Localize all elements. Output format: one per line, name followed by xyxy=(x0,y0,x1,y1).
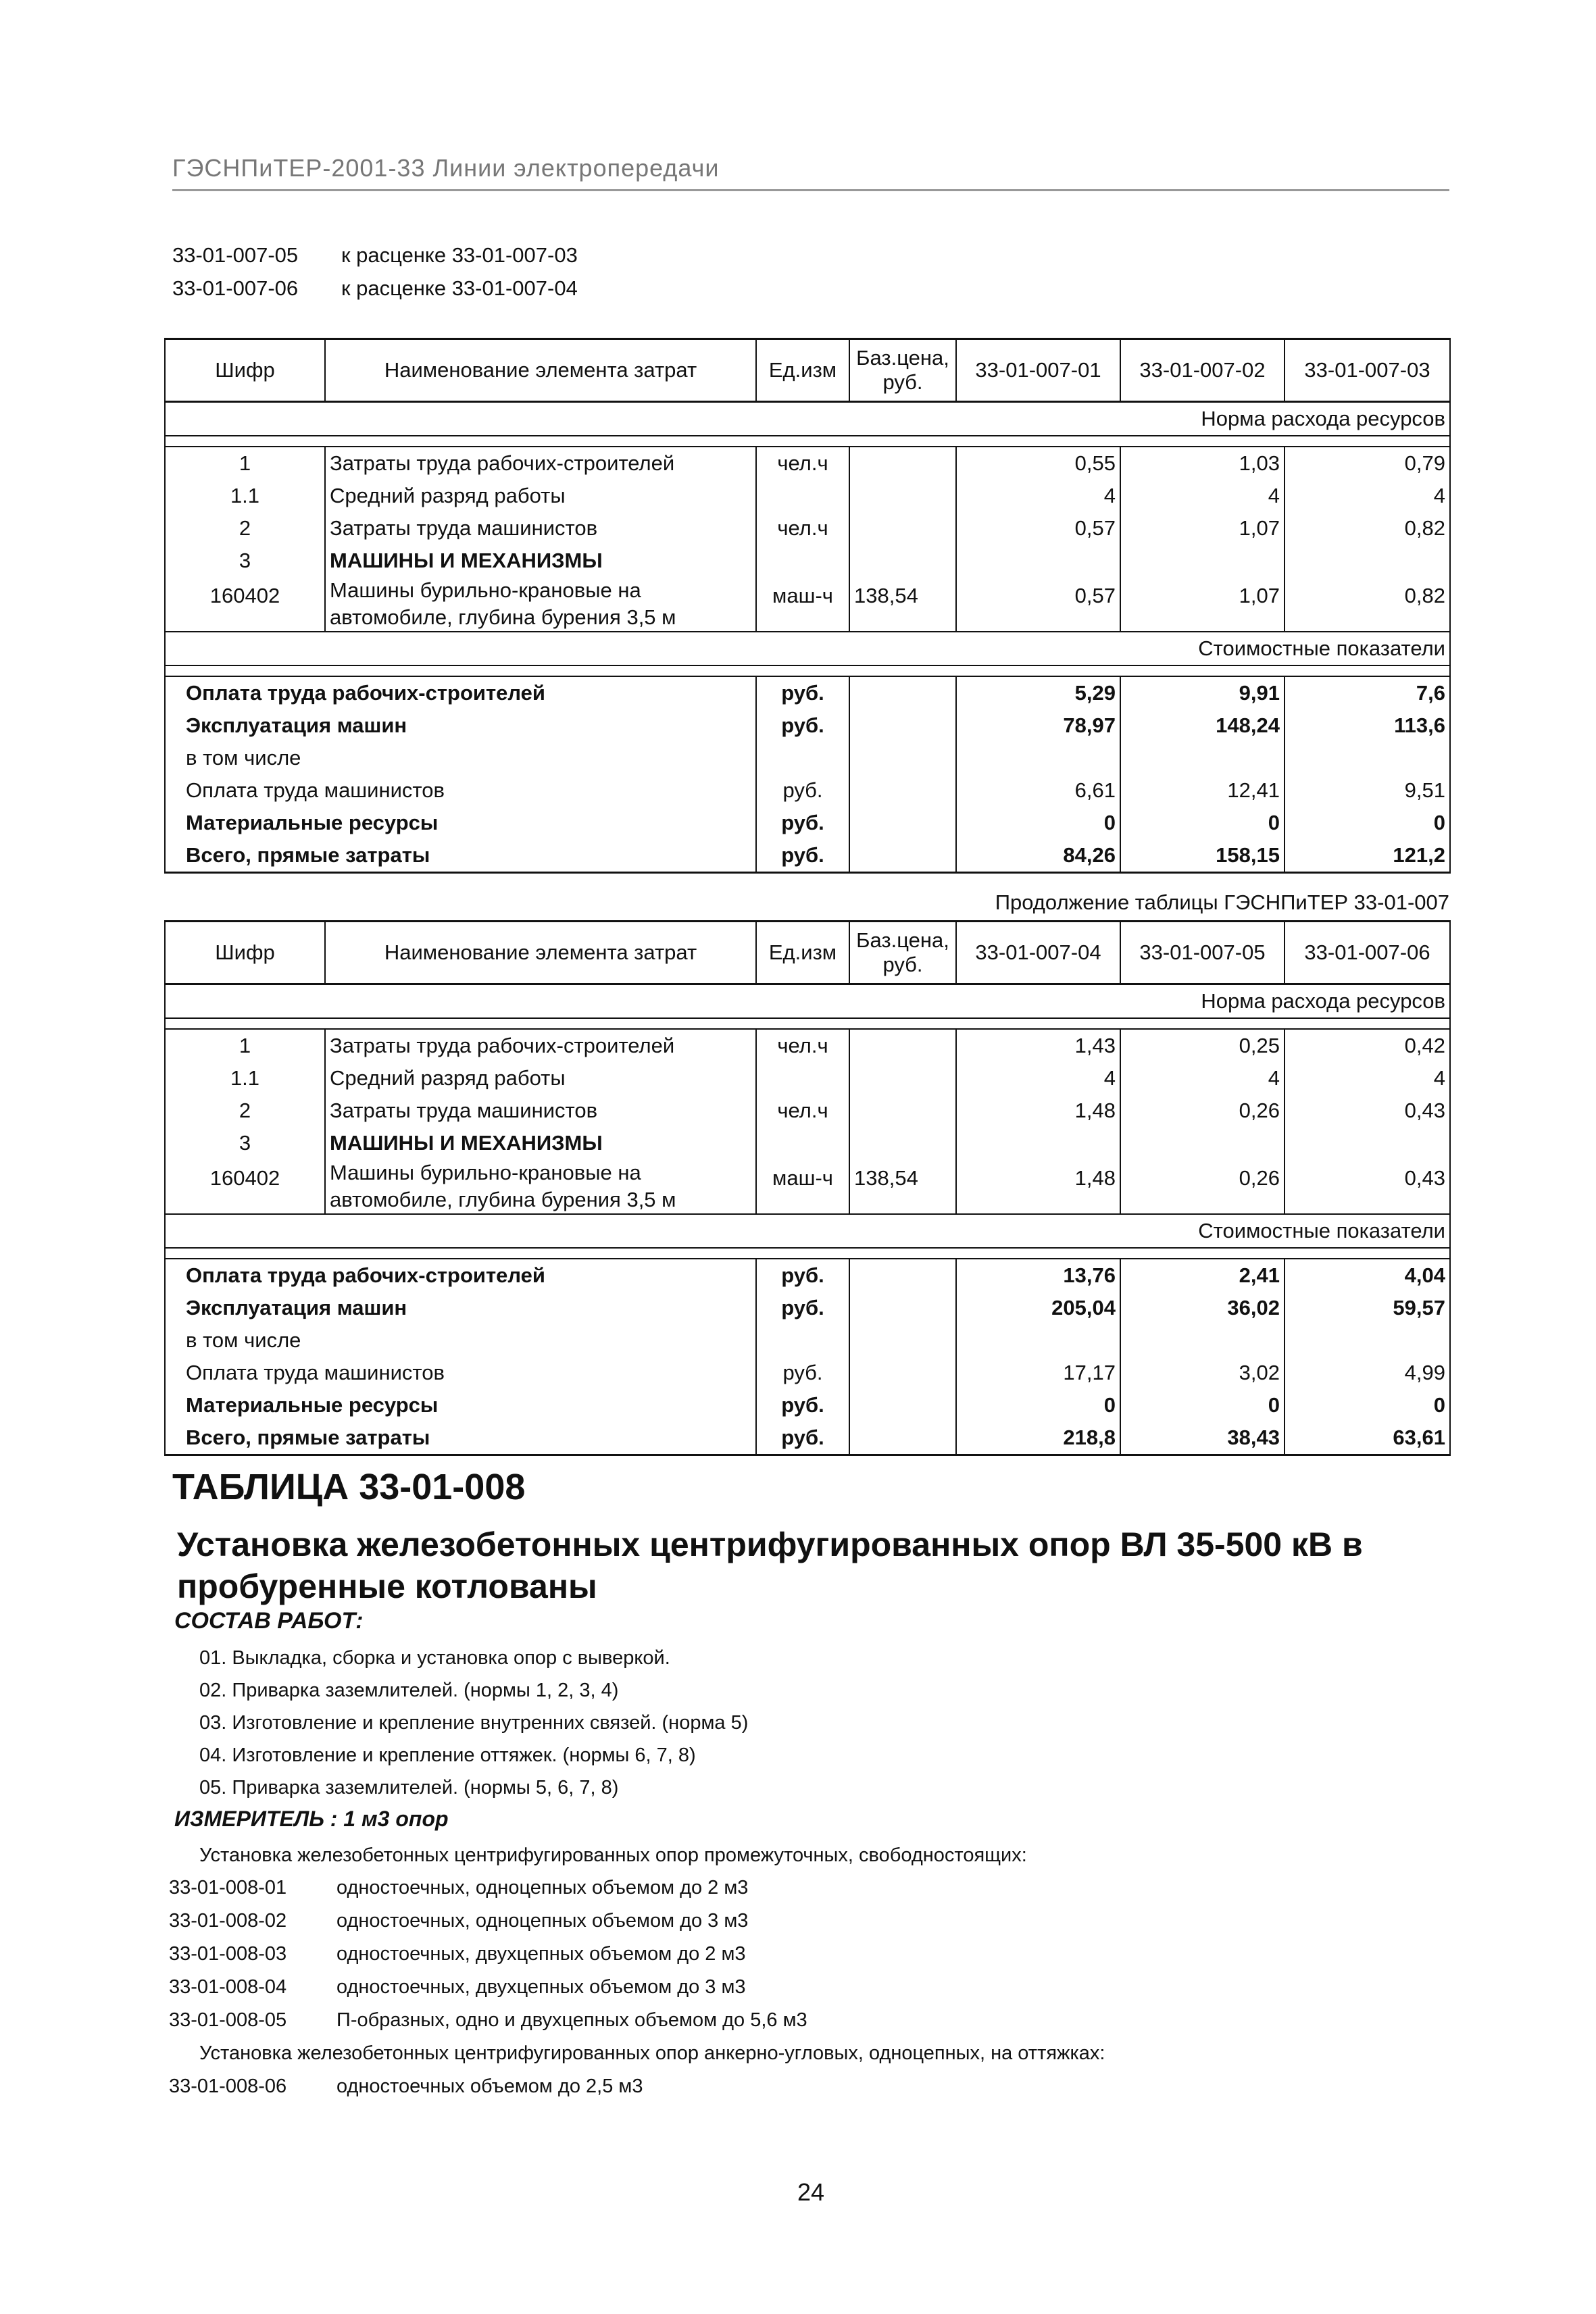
reference-code: 33-01-007-05 xyxy=(172,243,299,267)
table-row: Оплата труда рабочих-строителей руб. 5,29 9,91 7,6 xyxy=(165,676,1450,709)
norm-table-2 xyxy=(164,920,1451,1456)
list-item: 33-01-008-03 одностоечных, двухцепных объемом до 2 м3 xyxy=(169,1943,746,1965)
table-row: Всего, прямые затраты руб. 218,8 38,43 63,61 xyxy=(165,1422,1450,1455)
col-cipher-header: Шифр xyxy=(165,922,325,984)
table-row: 160402 Машины бурильно-крановые на автомобиле, глубина бурения 3,5 м маш-ч 138,54 1,48 0,26 0,43 xyxy=(165,1159,1450,1214)
intro-text: Установка железобетонных центрифугированных опор анкерно-угловых, одноцепных, на оттяжках: xyxy=(199,2042,1105,2064)
table-row: 1 Затраты труда рабочих-строителей чел.ч 1,43 0,25 0,42 xyxy=(165,1029,1450,1062)
col-name-header: Наименование элемента затрат xyxy=(325,339,756,402)
table-row: в том числе xyxy=(165,1324,1450,1357)
list-item: 33-01-008-06 одностоечных объемом до 2,5 м3 xyxy=(169,2076,643,2097)
running-header: ГЭСНПиТЕР-2001-33 Линии электропередачи xyxy=(172,154,1449,191)
reference-code: 33-01-007-06 xyxy=(172,276,299,300)
col-code-header: 33-01-007-02 xyxy=(1120,339,1285,402)
list-item: 33-01-008-01 одностоечных, одноцепных объемом до 2 м3 xyxy=(169,1877,749,1898)
page-number: 24 xyxy=(797,2178,825,2206)
col-unit-header: Ед.изм xyxy=(756,922,849,984)
norm-label: Норма расхода ресурсов xyxy=(956,984,1450,1019)
list-item: 33-01-008-04 одностоечных, двухцепных объемом до 3 м3 xyxy=(169,1976,746,1998)
table-row: 3 МАШИНЫ И МЕХАНИЗМЫ xyxy=(165,545,1450,577)
table-row: 1 Затраты труда рабочих-строителей чел.ч 0,55 1,03 0,79 xyxy=(165,447,1450,480)
table-row: 2 Затраты труда машинистов чел.ч 1,48 0,26 0,43 xyxy=(165,1095,1450,1127)
col-name-header: Наименование элемента затрат xyxy=(325,922,756,984)
table-row: 1.1 Средний разряд работы 4 4 4 xyxy=(165,1062,1450,1095)
table-row: 2 Затраты труда машинистов чел.ч 0,57 1,07 0,82 xyxy=(165,512,1450,545)
work-item: 05. Приварка заземлителей. (нормы 5, 6, 7, 8) xyxy=(199,1777,619,1799)
table-row: Оплата труда машинистов руб. 6,61 12,41 9,51 xyxy=(165,774,1450,807)
works-heading: СОСТАВ РАБОТ: xyxy=(174,1608,364,1634)
continuation-caption: Продолжение таблицы ГЭСНПиТЕР 33-01-007 xyxy=(995,890,1449,914)
table-row: 1.1 Средний разряд работы 4 4 4 xyxy=(165,480,1450,512)
table-row: Эксплуатация машин руб. 205,04 36,02 59,57 xyxy=(165,1292,1450,1324)
table-row: 3 МАШИНЫ И МЕХАНИЗМЫ xyxy=(165,1127,1450,1159)
col-price-header: Баз.цена, руб. xyxy=(849,339,956,402)
section-title: ТАБЛИЦА 33-01-008 xyxy=(172,1467,526,1507)
col-code-header: 33-01-007-06 xyxy=(1285,922,1450,984)
cost-label: Стоимостные показатели xyxy=(956,632,1450,665)
intro-text: Установка железобетонных центрифугированных опор промежуточных, свободностоящих: xyxy=(199,1844,1027,1866)
cost-label: Стоимостные показатели xyxy=(956,1214,1450,1248)
norm-label: Норма расхода ресурсов xyxy=(956,402,1450,436)
col-code-header: 33-01-007-01 xyxy=(956,339,1120,402)
table-row: 160402 Машины бурильно-крановые на автомобиле, глубина бурения 3,5 м маш-ч 138,54 0,57 1,07 0,82 xyxy=(165,577,1450,632)
list-item: 33-01-008-02 одностоечных, одноцепных объемом до 3 м3 xyxy=(169,1910,749,1932)
meter-label: ИЗМЕРИТЕЛЬ : 1 м3 опор xyxy=(174,1807,449,1831)
table-row: Материальные ресурсы руб. 0 0 0 xyxy=(165,807,1450,839)
table-row: в том числе xyxy=(165,742,1450,774)
work-item: 03. Изготовление и крепление внутренних связей. (норма 5) xyxy=(199,1712,749,1734)
section-subtitle: Установка железобетонных центрифугированных опор ВЛ 35-500 кВ в пробуренные котлованы xyxy=(177,1526,1363,1605)
col-code-header: 33-01-007-03 xyxy=(1285,339,1450,402)
reference-text: к расценке 33-01-007-04 xyxy=(341,276,578,300)
table-row: Материальные ресурсы руб. 0 0 0 xyxy=(165,1389,1450,1422)
reference-text: к расценке 33-01-007-03 xyxy=(341,243,578,267)
table-row: Эксплуатация машин руб. 78,97 148,24 113,6 xyxy=(165,709,1450,742)
work-item: 01. Выкладка, сборка и установка опор с выверкой. xyxy=(199,1647,670,1669)
list-item: 33-01-008-05 П-образных, одно и двухцепных объемом до 5,6 м3 xyxy=(169,2009,807,2031)
col-code-header: 33-01-007-05 xyxy=(1120,922,1285,984)
work-item: 04. Изготовление и крепление оттяжек. (нормы 6, 7, 8) xyxy=(199,1744,696,1766)
reference-line xyxy=(172,243,578,268)
table-row: Оплата труда машинистов руб. 17,17 3,02 4,99 xyxy=(165,1357,1450,1389)
table-row: Оплата труда рабочих-строителей руб. 13,76 2,41 4,04 xyxy=(165,1259,1450,1292)
table-row: Всего, прямые затраты руб. 84,26 158,15 121,2 xyxy=(165,839,1450,873)
col-cipher-header: Шифр xyxy=(165,339,325,402)
col-price-header: Баз.цена, руб. xyxy=(849,922,956,984)
reference-line xyxy=(172,276,578,301)
work-item: 02. Приварка заземлителей. (нормы 1, 2, 3, 4) xyxy=(199,1680,619,1701)
col-unit-header: Ед.изм xyxy=(756,339,849,402)
col-code-header: 33-01-007-04 xyxy=(956,922,1120,984)
norm-table-1 xyxy=(164,338,1451,874)
